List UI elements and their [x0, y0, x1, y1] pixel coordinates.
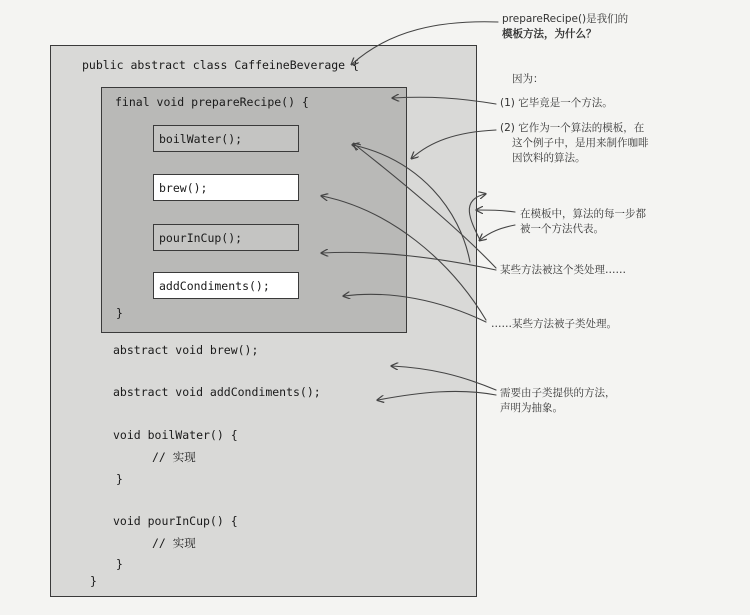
- step-brew: brew();: [153, 174, 299, 201]
- annotation-reason-2-line-2: 这个例子中，是用来制作咖啡: [512, 137, 649, 149]
- boil-water-declaration: void boilWater() {: [113, 428, 238, 442]
- arrow-to-abstract-brew: [392, 366, 496, 390]
- arrow-to-class: [352, 22, 498, 64]
- annotation-steps-line-2: 被一个方法代表。: [520, 223, 604, 235]
- arrow-to-brew: [322, 196, 486, 320]
- template-method-close: }: [116, 306, 123, 320]
- annotation-template-question-2: 模板方法，为什么？: [502, 28, 597, 40]
- arrow-to-template-method: [393, 97, 496, 104]
- annotation-steps-line-1: 在模板中，算法的每一步都: [520, 208, 646, 220]
- step-add-condiments: addCondiments();: [153, 272, 299, 299]
- step-pour-in-cup: pourInCup();: [153, 224, 299, 251]
- arrow-step-1: [477, 210, 515, 212]
- arrow-to-template-body: [412, 130, 496, 158]
- annotation-template-question-1: prepareRecipe()是我们的: [502, 13, 629, 25]
- annotation-reason-2-line-3: 因饮料的算法。: [512, 152, 586, 164]
- abstract-add-condiments: abstract void addCondiments();: [113, 385, 321, 399]
- annotation-because: 因为：: [512, 73, 544, 85]
- pour-in-cup-declaration: void pourInCup() {: [113, 514, 238, 528]
- step-boil-water: boilWater();: [153, 125, 299, 152]
- boil-water-impl-comment: // 实现: [152, 450, 196, 464]
- pour-in-cup-impl-comment: // 实现: [152, 536, 196, 550]
- annotation-handled-by-subclass: ……某些方法被子类处理。: [491, 318, 617, 330]
- arrow-step-2: [480, 225, 515, 240]
- arrow-to-template-3: [353, 145, 470, 262]
- annotation-handled-by-this-class: 某些方法被这个类处理……: [500, 264, 626, 276]
- template-method-declaration: final void prepareRecipe() {: [115, 95, 309, 109]
- class-declaration: public abstract class CaffeineBeverage {: [82, 58, 359, 72]
- arrow-to-add-condiments: [344, 294, 486, 322]
- class-close: }: [90, 574, 97, 588]
- annotation-reason-1: (1) 它毕竟是一个方法。: [500, 97, 613, 109]
- annotation-abstract-line-2: 声明为抽象。: [500, 402, 563, 414]
- pour-in-cup-close: }: [116, 557, 123, 571]
- abstract-brew: abstract void brew();: [113, 343, 259, 357]
- annotation-abstract-line-1: 需要由子类提供的方法，: [500, 387, 616, 399]
- annotation-reason-2-line-1: (2) 它作为一个算法的模板，在: [500, 122, 645, 134]
- arrow-to-template-4: [469, 194, 485, 240]
- arrow-to-abstract-add: [378, 391, 496, 400]
- arrow-to-boil-water: [354, 144, 496, 268]
- boil-water-close: }: [116, 472, 123, 486]
